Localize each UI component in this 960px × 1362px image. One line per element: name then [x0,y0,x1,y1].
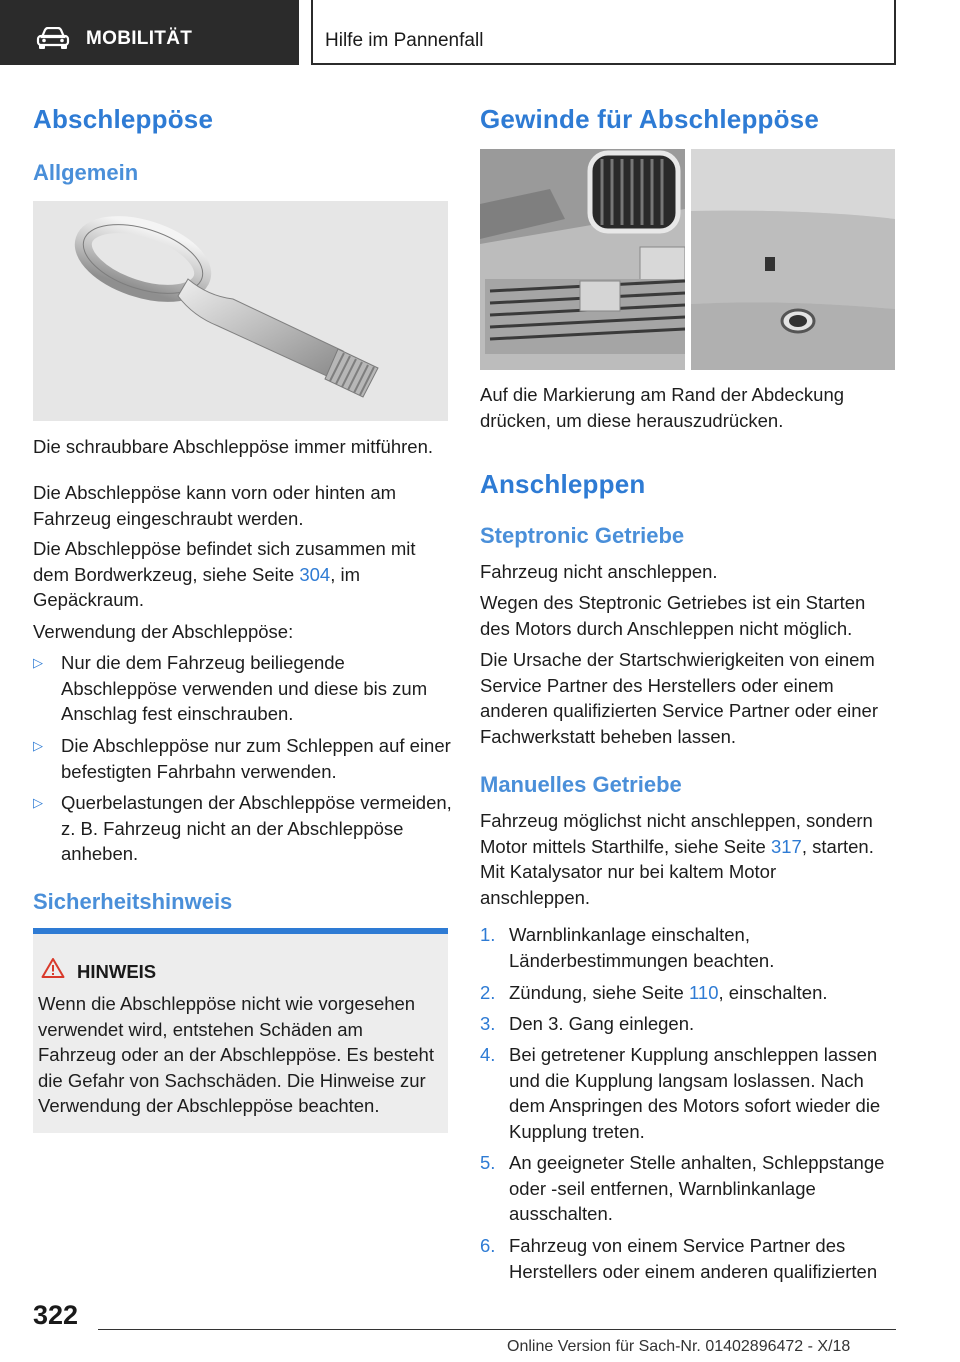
heading-manuelles-getriebe: Manuelles Getriebe [480,772,682,797]
page-link-317[interactable]: 317 [770,835,802,857]
list-item: ▷ Querbelastungen der Abschleppöse vermeiden, z. B. Fahrzeug nicht an der Abschleppöse anheben. [33,792,452,864]
step-number: 3. [480,1013,496,1034]
heading-steptronic: Steptronic Getriebe [480,523,685,548]
bumper-photos [480,149,895,370]
step-number: 4. [480,1044,496,1065]
notice-box [33,928,448,1133]
step-number: 2. [480,982,496,1003]
header-section-label: MOBILITÄT [86,28,193,49]
warning-icon [41,957,65,979]
figure-caption-left: Die schraubbare Abschleppöse immer mitführen. [33,436,433,457]
heading-anschleppen: Anschleppen [480,469,646,499]
heading-allgemein: Allgemein [33,160,139,185]
steptronic-p1: Fahrzeug nicht anschleppen. [480,561,718,582]
footer-divider [98,1329,896,1330]
figure-caption-right: Auf die Markierung am Rand der Abdeckung drücken, um diese herauszudrücken. [480,384,845,431]
triangle-bullet-icon: ▷ [33,655,43,670]
header-section-tab [0,0,299,65]
manual-p1: Fahrzeug möglichst nicht anschleppen, sondern Motor mittels Starthilfe, siehe Seite 317, starten. [480,810,874,857]
paragraph-usage-intro: Verwendung der Abschleppöse: [33,621,294,642]
manual-p2: Mit Katalysator nur bei kaltem Motor anschleppen. [480,861,777,908]
list-item: ▷ Die Abschleppöse nur zum Schleppen auf einer befestigten Fahrbahn verwenden. [33,735,451,782]
paragraph-mounting: Die Abschleppöse kann vorn oder hinten am Fahrzeug eingeschraubt werden. [33,482,397,529]
notice-body: Wenn die Abschleppöse nicht wie vorgesehen verwendet wird, entstehen Schäden am Fahrzeug oder an der Abschleppöse. Es besteht die Gefahr von Sachschäden. Die Hinweise zur Verwendung der Abschleppöse beachten. [38,993,434,1116]
list-item: 2. Zündung, siehe Seite 110, einschalten. [480,980,895,1006]
tow-thread-figure [480,149,895,370]
step-number: 6. [480,1235,496,1256]
paragraph-location: Die Abschleppöse befindet sich zusammen mit dem Bordwerkzeug, siehe Seite 304, im Gepäckraum. [33,538,416,610]
heading-abschleppoese: Abschleppöse [33,104,214,134]
steptronic-p2: Wegen des Steptronic Getriebes ist ein Starten des Motors durch Anschleppen nicht möglich. [480,592,866,639]
list-item: 1. Warnblinkanlage einschalten, Länderbestimmungen beachten. [480,924,775,971]
header-title: Hilfe im Pannenfall [325,30,484,51]
heading-sicherheitshinweis: Sicherheitshinweis [33,889,233,914]
list-item: ▷ Nur die dem Fahrzeug beiliegende Abschleppöse verwenden und diese bis zum Anschlag fest einschrauben. [33,652,428,724]
page-link-110[interactable]: 110 [689,982,719,1003]
notice-title: HINWEIS [77,961,157,982]
list-item: 4. Bei getretener Kupplung anschleppen lassen und die Kupplung langsam loslassen. Nach dem Anspringen des Motors sofort wieder die Kupplung treten. [480,1044,881,1142]
list-item: 6. Fahrzeug von einem Service Partner des Herstellers oder einem anderen qualifizierten [480,1235,878,1282]
car-icon [36,27,70,49]
steptronic-p3: Die Ursache der Startschwierigkeiten von einem Service Partner des Herstellers oder einem anderen qualifizierten Service Partner oder einer Fachwerkstatt beheben lassen. [480,649,878,747]
list-item: 5. An geeigneter Stelle anhalten, Schleppstange oder -seil entfernen, Warnblinkanlage ausschalten. [480,1152,885,1224]
tow-eye-illustration [33,201,448,421]
page-link-304[interactable]: 304 [299,563,331,585]
heading-gewinde: Gewinde für Abschleppöse [480,104,820,134]
step-number: 1. [480,924,496,945]
step-number: 5. [480,1152,496,1173]
page-number: 322 [33,1300,79,1330]
tow-eye-figure [33,201,448,421]
triangle-bullet-icon: ▷ [33,795,43,810]
list-item: 3. Den 3. Gang einlegen. [480,1011,895,1037]
triangle-bullet-icon: ▷ [33,738,43,753]
footer-online-version: Online Version für Sach-Nr. 01402896472 - X/18 [507,1338,851,1355]
